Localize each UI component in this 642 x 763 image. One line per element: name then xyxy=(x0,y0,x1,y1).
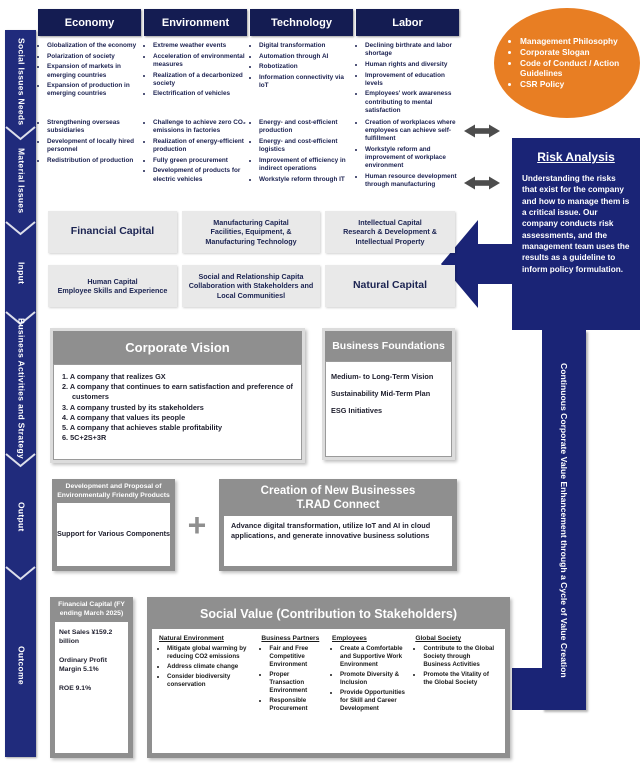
rail-label: Social Issues Needs xyxy=(16,37,27,126)
value-cycle-label: Continuous Corporate Value Enhancement through a Cycle of Value Creation xyxy=(559,362,569,678)
list-item: • Code of Conduct / Action Guidelines xyxy=(520,58,626,78)
list-item: • Realization of energy-efficient production xyxy=(153,138,247,154)
list-item: • Globalization of the economy xyxy=(47,42,141,50)
new-businesses-header-line1: Creation of New Businesses xyxy=(260,485,416,497)
rail-section-business xyxy=(5,318,36,460)
stakeholder-list xyxy=(261,645,325,714)
list-item: • Challenge to achieve zero CO₂ emissions in factories xyxy=(153,119,247,135)
vision-item: 4. A company that values its people xyxy=(62,412,186,422)
financial-outcome-list xyxy=(55,622,128,753)
list-item: • Robotization xyxy=(259,63,353,71)
material-issues-list xyxy=(356,119,459,190)
list-item: • Declining birthrate and labor shortage xyxy=(365,42,459,58)
column-global-society xyxy=(415,635,498,747)
list-item: • Workstyle reform and improvement of workplace environment xyxy=(365,146,459,171)
risk-analysis-body: Understanding the risks that exist for the company and how to manage them is a critical issue. Our company conducts risk assessments, and the management team uses the results as a guideline to inform policy formulation. xyxy=(522,174,630,274)
list-item: • Fair and Free Competitive Environment xyxy=(269,645,325,669)
financial-metric: Net Sales ¥159.2 billion xyxy=(59,628,113,645)
social-value-box xyxy=(147,597,510,758)
list-item: • Employees' work awareness contributing to mental satisfaction xyxy=(365,90,459,115)
list-item: • Creation of workplaces where employees can achieve self-fulfillment xyxy=(365,119,459,144)
corporate-vision-list xyxy=(53,364,302,460)
column-technology xyxy=(250,9,353,192)
list-item: • Management Philosophy xyxy=(520,36,626,46)
material-issues-list xyxy=(38,119,141,165)
list-item: • Expansion of production in emerging countries xyxy=(47,82,141,98)
capital-subtitle: Research & Development & Intellectual Property xyxy=(343,227,437,246)
stakeholder-list xyxy=(332,645,408,714)
list-item: • Realization of a decarbonized society xyxy=(153,72,247,88)
list-item: • Improvement of efficiency in indirect operations xyxy=(259,157,353,173)
business-foundations-header: Business Foundations xyxy=(325,331,452,361)
list-item: • Promote Diversity & Inclusion xyxy=(340,671,408,687)
list-item: • Energy- and cost-efficient logistics xyxy=(259,138,353,154)
eco-products-header: Development and Proposal of Environmentally Friendly Products xyxy=(57,483,170,499)
column-header: Labor xyxy=(356,9,459,36)
capital-human xyxy=(48,265,177,307)
capital-title: Intellectual Capital xyxy=(358,217,422,227)
rail-label: Material Issues xyxy=(16,147,27,214)
financial-metric: Ordinary Profit Margin 5.1% xyxy=(59,657,107,674)
capital-title: Manufacturing Capital xyxy=(213,217,289,227)
chevron-down-icon xyxy=(5,126,36,142)
capital-subtitle: Employee Skills and Experience xyxy=(57,286,168,295)
list-item: • Energy- and cost-efficient production xyxy=(259,119,353,135)
double-arrow-icon xyxy=(464,175,500,191)
list-item: • Contribute to the Global Society through Business Activities xyxy=(423,645,498,669)
capital-natural xyxy=(325,265,455,307)
financial-outcome-header: Financial Capital (FY ending March 2025) xyxy=(58,601,125,617)
list-item: • Redistribution of production xyxy=(47,157,141,165)
stakeholder-list xyxy=(415,645,498,687)
column-environment xyxy=(144,9,247,192)
new-businesses-header xyxy=(219,479,457,516)
capital-title: Social and Relationship Capita xyxy=(198,271,304,281)
rail-label: Input xyxy=(16,261,27,285)
business-foundations-list xyxy=(325,361,452,457)
output-section xyxy=(52,479,457,571)
chevron-down-icon xyxy=(5,453,36,469)
needs-list xyxy=(250,42,353,119)
chevron-down-icon xyxy=(5,311,36,327)
capital-subtitle: Collaboration with Stakeholders and Local Communitiesl xyxy=(188,281,314,300)
stakeholder-title: Employees xyxy=(332,635,367,642)
foundation-item: Sustainability Mid-Term Plan xyxy=(331,389,431,398)
eco-products-box xyxy=(52,479,175,571)
needs-list xyxy=(356,42,459,119)
financial-outcome-box xyxy=(50,597,133,758)
list-item: • Fully green procurement xyxy=(153,157,247,165)
list-item: • Acceleration of environmental measures xyxy=(153,53,247,69)
capital-manufacturing xyxy=(182,211,320,253)
needs-list xyxy=(144,42,247,119)
stakeholder-title: Business Partners xyxy=(261,635,320,642)
rail-label: Outcome xyxy=(16,645,27,685)
list-item: • Proper Transaction Environment xyxy=(269,671,325,695)
capital-intellectual xyxy=(325,211,455,253)
list-item: • Responsible Procurement xyxy=(269,697,325,713)
list-item: • Address climate change xyxy=(167,663,254,671)
material-issues-list xyxy=(250,119,353,184)
needs-list xyxy=(38,42,141,119)
rail-section-material xyxy=(5,133,36,228)
list-item: • Consider biodiversity conservation xyxy=(167,673,254,689)
column-header: Environment xyxy=(144,9,247,36)
capital-financial xyxy=(48,211,177,253)
list-item: • Strengthening overseas subsidiaries xyxy=(47,119,141,135)
new-businesses-header-line2: T.RAD Connect xyxy=(296,499,380,512)
chevron-down-icon xyxy=(5,566,36,582)
list-item: • Digital transformation xyxy=(259,42,353,50)
stakeholder-title: Global Society xyxy=(415,635,462,642)
list-item: • Human rights and diversity xyxy=(365,61,459,69)
column-labor xyxy=(356,9,459,192)
list-item: • Information connectivity via IoT xyxy=(259,74,353,90)
input-capitals-grid xyxy=(48,211,458,307)
list-item: • Development of locally hired personnel xyxy=(47,138,141,154)
column-natural-environment xyxy=(159,635,254,747)
list-item: • CSR Policy xyxy=(520,79,626,89)
social-needs-matrix xyxy=(38,9,459,192)
list-item: • Promote the Vitality of the Global Society xyxy=(423,671,498,687)
column-header: Technology xyxy=(250,9,353,36)
vision-item: 1. A company that realizes GX xyxy=(62,372,166,381)
double-arrow-icon xyxy=(464,123,500,139)
corporate-vision-box xyxy=(50,328,305,463)
new-businesses-box xyxy=(219,479,457,571)
vision-item: 5. A company that achieves stable profitability xyxy=(62,423,223,433)
capital-title: Natural Capital xyxy=(352,279,428,292)
capital-subtitle: Facilities, Equipment, & Manufacturing Technology xyxy=(205,227,297,246)
rail-section-outcome xyxy=(5,573,36,757)
business-foundations-box xyxy=(322,328,455,460)
list-item: • Mitigate global warming by reducing CO2 emissions xyxy=(167,645,254,661)
list-item: • Improvement of education levels xyxy=(365,72,459,88)
process-rail xyxy=(5,30,36,757)
list-item: • Electrification of vehicles xyxy=(153,90,247,98)
vision-item: 2. A company that continues to earn satisfaction and preference of customers xyxy=(62,382,293,402)
material-issues-list xyxy=(144,119,247,184)
column-employees xyxy=(332,635,408,747)
corporate-vision-header: Corporate Vision xyxy=(53,331,302,364)
list-item: • Workstyle reform through IT xyxy=(259,176,353,184)
list-item: • Provide Opportunities for Skill and Career Development xyxy=(340,689,408,713)
outcome-section xyxy=(50,597,510,758)
left-arrow-body xyxy=(477,244,513,284)
column-economy xyxy=(38,9,141,192)
column-business-partners xyxy=(261,635,325,747)
stakeholder-title: Natural Environment xyxy=(159,635,224,642)
vision-item: 3. A company trusted by its stakeholders xyxy=(62,402,204,412)
philosophy-ellipse xyxy=(494,8,640,118)
chevron-down-icon xyxy=(5,221,36,237)
list-item: • Development of products for electric vehicles xyxy=(153,167,247,183)
list-item: • Human resource development through manufacturing xyxy=(365,173,459,189)
list-item: • Extreme weather events xyxy=(153,42,247,50)
list-item: • Create a Comfortable and Supportive Work Environment xyxy=(340,645,408,669)
list-item: • Polarization of society xyxy=(47,53,141,61)
social-value-header: Social Value (Contribution to Stakeholders) xyxy=(200,607,457,621)
stakeholder-list xyxy=(159,645,254,689)
list-item: • Corporate Slogan xyxy=(520,47,626,57)
eco-products-body: Support for Various Components xyxy=(57,503,170,566)
rail-section-input xyxy=(5,228,36,318)
philosophy-list xyxy=(508,36,626,91)
rail-label: Output xyxy=(16,501,27,532)
rail-label: Business Activities and Strategy xyxy=(16,318,27,460)
social-value-columns xyxy=(152,629,505,753)
column-header: Economy xyxy=(38,9,141,36)
rail-section-needs xyxy=(5,30,36,133)
rail-section-output xyxy=(5,460,36,573)
financial-metric: ROE 9.1% xyxy=(59,685,92,693)
foundation-item: ESG Initiatives xyxy=(331,406,383,415)
value-cycle-rail-foot xyxy=(512,668,543,710)
vision-item: 6. 5C+2S+3R xyxy=(62,433,107,443)
risk-analysis-title: Risk Analysis xyxy=(537,150,615,164)
capital-social-relationship xyxy=(182,265,320,307)
risk-analysis-panel xyxy=(512,138,640,330)
value-cycle-rail xyxy=(542,330,586,710)
capital-title: Financial Capital xyxy=(70,225,155,238)
capital-title: Human Capital xyxy=(87,276,138,286)
new-businesses-body: Advance digital transformation, utilize IoT and AI in cloud applications, and generate innovative business solutions xyxy=(224,516,452,566)
list-item: • Expansion of markets in emerging countries xyxy=(47,63,141,79)
foundation-item: Medium- to Long-Term Vision xyxy=(331,372,434,381)
plus-icon: + xyxy=(187,506,207,543)
list-item: • Automation through AI xyxy=(259,53,353,61)
